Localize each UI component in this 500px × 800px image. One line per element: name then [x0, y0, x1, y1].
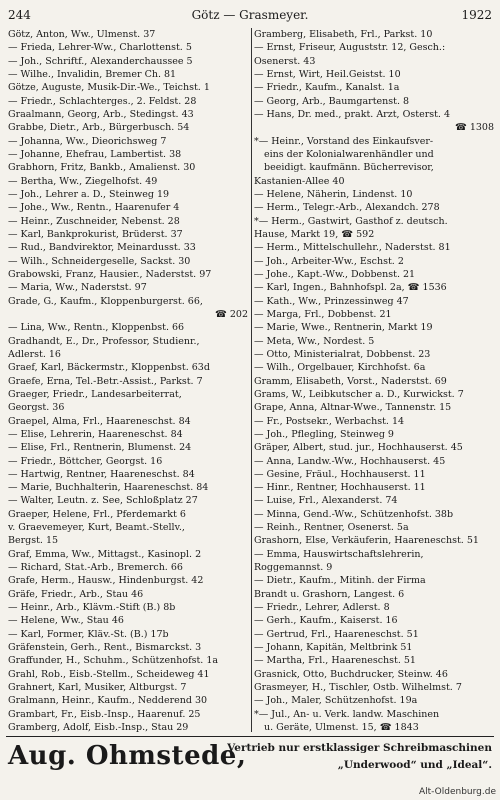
directory-entry-line: — Gerh., Kaufm., Kaiserst. 16: [254, 615, 398, 627]
directory-entry-line: beeidigt. kaufmänn. Bücherrevisor,: [264, 162, 434, 174]
directory-entry-line: Grahnert, Karl, Musiker, Altburgst. 7: [8, 682, 187, 694]
directory-entry-line: — Dietr., Kaufm., Mitinh. der Firma: [254, 575, 426, 587]
directory-entry-line: — Marie, Wwe., Rentnerin, Markt 19: [254, 322, 433, 334]
directory-entry-line: — Reinh., Rentner, Osenerst. 5a: [254, 522, 409, 534]
directory-entry-line: — Herm., Telegr.-Arb., Alexandch. 278: [254, 202, 440, 214]
directory-entry-line: — Hartwig, Rentner, Haareneschst. 84: [8, 468, 195, 480]
directory-entry-line: Götze, Auguste, Musik-Dir.-We., Teichst. 1: [8, 82, 210, 94]
directory-entry-line: Graalmann, Georg, Arb., Stedingst. 43: [8, 108, 194, 120]
directory-entry-line: v. Graevemeyer, Kurt, Beamt.-Stellv.,: [8, 522, 185, 534]
directory-entry-line: ☎ 1308: [454, 122, 494, 134]
directory-entry-line: — Johanne, Ehefrau, Lambertist. 38: [8, 148, 182, 160]
directory-entry-line: — Frieda, Lehrer-Ww., Charlottenst. 5: [8, 42, 192, 54]
ad-line-2: „Underwood“ und „Ideal“.: [337, 759, 492, 771]
directory-entry-line: *— Jul., An- u. Verk. landw. Maschinen: [254, 708, 440, 720]
directory-entry-line: Gräfe, Friedr., Arb., Stau 46: [8, 588, 144, 600]
directory-entry-line: Gramberg, Elisabeth, Frl., Parkst. 10: [254, 29, 433, 40]
directory-entry-line: — Elise, Lehrerin, Haareneschst. 84: [8, 428, 183, 440]
directory-entry-line: — Johe., Kapt.-Ww., Dobbenst. 21: [254, 268, 416, 280]
directory-entry-line: Graepel, Alma, Frl., Haareneschst. 84: [8, 415, 191, 427]
directory-entry-line: — Minna, Gend.-Ww., Schützenhofst. 38b: [254, 508, 454, 520]
directory-entry-line: ☎ 202: [215, 308, 248, 320]
directory-entry-line: Grasnick, Otto, Buchdrucker, Steinw. 46: [254, 668, 448, 680]
left-column: [8, 28, 248, 732]
directory-entry-line: — Wilhe., Invalidin, Bremer Ch. 81: [8, 68, 177, 80]
directory-entry-line: — Marga, Frl., Dobbenst. 21: [254, 308, 392, 320]
directory-entry-line: — Johanna, Ww., Dieorichsweg 7: [8, 135, 167, 147]
directory-entry-line: Grafe, Herm., Hausw., Hindenburgst. 42: [8, 575, 204, 587]
directory-entry-line: — Emma, Hauswirtschaftslehrerin,: [254, 548, 424, 560]
directory-entry-line: *— Heinr., Vorstand des Einkaufsver-: [254, 135, 434, 147]
directory-entry-line: Graf, Emma, Ww., Mittagst., Kasinopl. 2: [8, 548, 202, 560]
directory-entry-line: — Friedr., Böttcher, Georgst. 16: [8, 455, 163, 467]
directory-entry-line: u. Geräte, Ulmenst. 15, ☎ 1843: [264, 722, 419, 732]
column-divider: [251, 28, 252, 732]
directory-entry-line: — Joh., Maler, Schützenhofst. 19a: [254, 695, 418, 707]
directory-entry-line: Gräfenstein, Gerh., Rent., Bismarckst. 3: [8, 642, 202, 654]
directory-entry-line: Grade, G., Kaufm., Kloppenburgerst. 66,: [8, 295, 203, 307]
directory-entry-line: Gramm, Elisabeth, Vorst., Naderstst. 69: [254, 375, 447, 387]
directory-entry-line: — Wilh., Orgelbauer, Kirchhofst. 6a: [254, 362, 426, 374]
directory-entry-line: — Elise, Frl., Rentnerin, Blumenst. 24: [8, 442, 192, 454]
directory-entry-line: Gradhandt, E., Dr., Professor, Studienr.,: [8, 335, 200, 347]
directory-entry-line: Kastanien-Allee 40: [254, 175, 345, 187]
ad-line-1: Vertrieb nur erstklassiger Schreibmaschinen: [227, 742, 492, 754]
directory-entry-line: — Heinr., Arb., Klävm.-Stift (B.) 8b: [8, 602, 176, 614]
directory-entry-line: Grabbe, Dietr., Arb., Bürgerbusch. 54: [8, 122, 190, 134]
directory-entry-line: Graeper, Helene, Frl., Pferdemarkt 6: [8, 508, 186, 520]
directory-entry-line: — Gertrud, Frl., Haareneschst. 51: [254, 628, 419, 640]
directory-entry-line: Graef, Karl, Bäckermstr., Kloppenbst. 63d: [8, 362, 210, 374]
directory-entry-line: — Helene, Näherin, Lindenst. 10: [254, 188, 413, 200]
directory-entry-line: — Martha, Frl., Haareneschst. 51: [254, 655, 416, 667]
directory-entry-line: Gräper, Albert, stud. jur., Hochhauserst. 45: [254, 442, 463, 454]
directory-entry-line: Bergst. 15: [8, 535, 59, 547]
directory-columns: [8, 28, 494, 732]
watermark: Alt-Oldenburg.de: [418, 787, 496, 797]
directory-entry-line: — Gesine, Fräul., Hochhauserst. 11: [254, 468, 426, 480]
directory-entry-line: — Kath., Ww., Prinzessinweg 47: [254, 295, 409, 307]
directory-entry-line: eins der Kolonialwarenhändler und: [264, 148, 434, 160]
directory-entry-line: Gralmann, Heinr., Kaufm., Nedderend 30: [8, 695, 208, 707]
directory-entry-line: — Karl, Former, Kläv.-St. (B.) 17b: [8, 628, 169, 640]
directory-entry-line: Georgst. 36: [8, 402, 65, 414]
directory-entry-line: Grambart, Fr., Eisb.-Insp., Haarenuf. 25: [8, 708, 201, 720]
directory-entry-line: — Karl, Bankprokurist, Brüderst. 37: [8, 228, 183, 240]
directory-entry-line: Gramberg, Adolf, Eisb.-Insp., Stau 29: [8, 722, 189, 732]
directory-entry-line: Grahl, Rob., Eisb.-Stellm., Scheideweg 41: [8, 668, 210, 680]
directory-entry-line: — Fr., Postsekr., Werbachst. 14: [254, 415, 405, 427]
directory-entry-line: — Joh., Schriftf., Alexanderchaussee 5: [8, 55, 193, 67]
directory-entry-line: — Joh., Pflegling, Steinweg 9: [254, 428, 394, 440]
directory-entry-line: — Hans, Dr. med., prakt. Arzt, Osterst. 4: [254, 108, 451, 120]
directory-entry-line: — Helene, Ww., Stau 46: [8, 615, 124, 627]
directory-entry-line: — Anna, Landw.-Ww., Hochhauserst. 45: [254, 455, 446, 467]
directory-entry-line: — Hinr., Rentner, Hochhauserst. 11: [254, 482, 426, 494]
directory-entry-line: Grabowski, Franz, Hausier., Naderstst. 97: [8, 268, 212, 280]
directory-entry-line: Brandt u. Grashorn, Langest. 6: [254, 588, 405, 600]
directory-entry-line: Grasmeyer, H., Tischler, Ostb. Wilhelmst. 7: [254, 682, 462, 694]
directory-entry-line: Grabhorn, Fritz, Bankb., Amalienst. 30: [8, 162, 196, 174]
directory-entry-line: — Rud., Bandvirektor, Meinardusst. 33: [8, 242, 196, 254]
directory-entry-line: — Friedr., Lehrer, Adlerst. 8: [254, 602, 390, 614]
right-column: [254, 28, 494, 732]
advertisement: [6, 736, 494, 779]
directory-entry-line: Grashorn, Else, Verkäuferin, Haareneschst. 51: [254, 535, 479, 547]
directory-entry-line: Graffunder, H., Schuhm., Schützenhofst. 1a: [8, 655, 219, 667]
directory-entry-line: — Georg, Arb., Baumgartenst. 8: [254, 95, 410, 107]
directory-entry-line: — Joh., Lehrer a. D., Steinweg 19: [8, 188, 170, 200]
directory-entry-line: — Walter, Leutn. z. See, Schloßplatz 27: [8, 495, 198, 507]
page-number: 244: [8, 8, 31, 22]
directory-entry-line: — Richard, Stat.-Arb., Bremerch. 66: [8, 562, 183, 574]
directory-entry-line: — Heinr., Zuschneider, Nebenst. 28: [8, 215, 180, 227]
directory-entry-line: Roggemannst. 9: [254, 562, 333, 574]
directory-entry-line: Adlerst. 16: [8, 348, 61, 360]
directory-entry-line: — Marie, Buchhalterin, Haareneschst. 84: [8, 482, 209, 494]
directory-entry-line: — Johe., Ww., Rentn., Haarenufer 4: [8, 202, 180, 214]
directory-entry-line: — Otto, Ministerialrat, Dobbenst. 23: [254, 348, 431, 360]
directory-entry-line: Osenerst. 43: [254, 55, 316, 67]
directory-entry-line: Graefe, Erna, Tel.-Betr.-Assist., Parkst. 7: [8, 375, 203, 387]
directory-entry-line: — Bertha, Ww., Ziegelhofst. 49: [8, 175, 158, 187]
directory-entry-line: — Joh., Arbeiter-Ww., Eschst. 2: [254, 255, 404, 267]
directory-entry-line: Götz, Anton, Ww., Ulmenst. 37: [8, 29, 156, 40]
directory-entry-line: — Meta, Ww., Nordest. 5: [254, 335, 375, 347]
year: 1922: [461, 8, 492, 22]
directory-entry-line: Hause, Markt 19, ☎ 592: [254, 228, 375, 240]
directory-entry-line: — Ernst, Wirt, Heil.Geistst. 10: [254, 68, 401, 80]
page-header: [8, 6, 492, 24]
directory-entry-line: Grape, Anna, Altnar-Wwe., Tannenstr. 15: [254, 402, 452, 414]
directory-entry-line: — Luise, Frl., Alexanderst. 74: [254, 495, 398, 507]
directory-entry-line: — Maria, Ww., Naderstst. 97: [8, 282, 147, 294]
directory-entry-line: — Herm., Mittelschullehr., Naderstst. 81: [254, 242, 451, 254]
directory-entry-line: — Wilh., Schneidergeselle, Sackst. 30: [8, 255, 191, 267]
directory-entry-line: — Johann, Kapitän, Meltbrink 51: [254, 642, 413, 654]
directory-entry-line: — Friedr., Schlachterges., 2. Feldst. 28: [8, 95, 197, 107]
directory-entry-line: — Friedr., Kaufm., Kanalst. 1a: [254, 82, 400, 94]
directory-entry-line: — Karl, Ingen., Bahnhofspl. 2a, ☎ 1536: [254, 282, 447, 294]
ad-company-name: Aug. Ohmstede,: [8, 741, 247, 771]
directory-entry-line: — Lina, Ww., Rentn., Kloppenbst. 66: [8, 322, 185, 334]
page-title: Götz — Grasmeyer.: [191, 8, 309, 22]
directory-entry-line: *— Herm., Gastwirt, Gasthof z. deutsch.: [254, 215, 448, 227]
directory-entry-line: Grams, W., Leibkutscher a. D., Kurwickst. 7: [254, 388, 464, 400]
directory-entry-line: Graeger, Friedr., Landesarbeiterrat,: [8, 388, 182, 400]
directory-entry-line: — Ernst, Friseur, Auguststr. 12, Gesch.:: [254, 42, 446, 54]
